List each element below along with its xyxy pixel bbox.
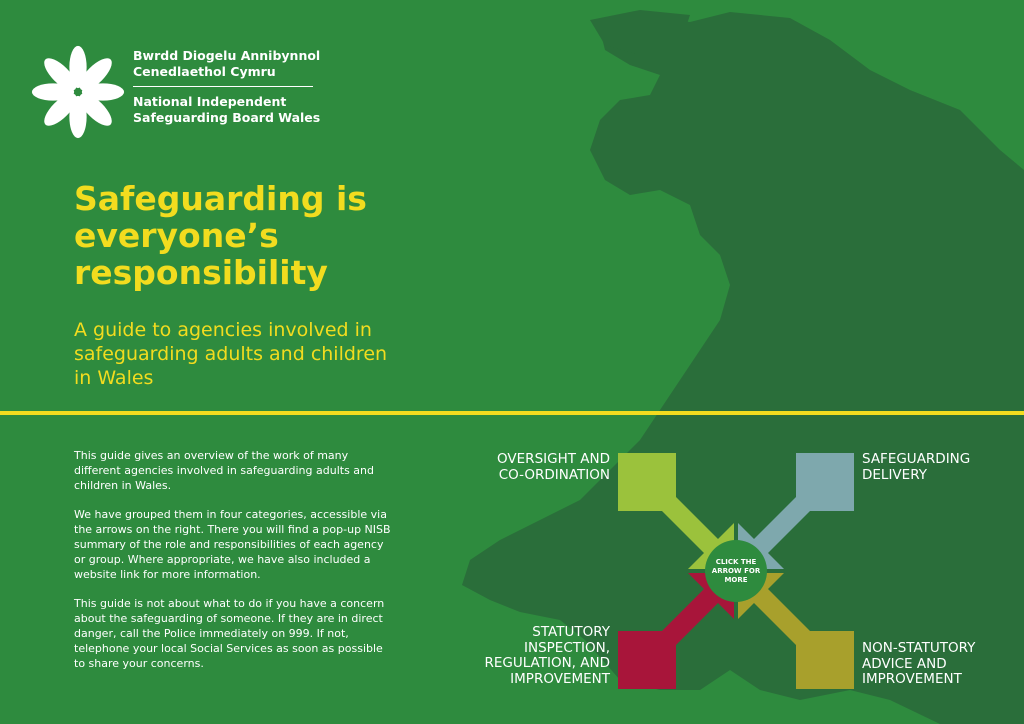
org-divider xyxy=(133,86,313,87)
title-line2: everyone’s xyxy=(74,216,279,255)
nonstatutory-line2: ADVICE AND xyxy=(862,655,947,672)
page-subtitle xyxy=(74,318,414,390)
title-line3: responsibility xyxy=(74,253,328,292)
delivery-line1: SAFEGUARDING xyxy=(862,451,971,467)
org-welsh-line2: Cenedlaethol Cymru xyxy=(133,64,276,79)
statutory-line4: IMPROVEMENT xyxy=(510,670,610,687)
center-instruction[interactable] xyxy=(706,541,766,601)
org-english-line1: National Independent xyxy=(133,94,287,109)
statutory-line2: INSPECTION, xyxy=(524,639,610,656)
category-nonstatutory-label[interactable] xyxy=(862,641,1012,688)
subtitle-line2: safeguarding adults and children xyxy=(74,343,388,365)
center-line1: CLICK THE xyxy=(715,557,757,566)
nonstatutory-line1: NON-STATUTORY xyxy=(862,640,976,656)
subtitle-line3: in Wales xyxy=(74,367,154,389)
org-welsh-line1: Bwrdd Diogelu Annibynnol xyxy=(133,48,321,63)
category-statutory-label[interactable] xyxy=(455,625,610,687)
eight-petal-flower-icon xyxy=(30,44,126,140)
organisation-name xyxy=(133,48,320,126)
intro-text xyxy=(74,448,392,685)
intro-paragraph-1: This guide gives an overview of the work of many different agencies involved in safeguarding adults and children in Wales. xyxy=(74,449,374,492)
statutory-line1: STATUTORY xyxy=(532,624,610,640)
page-title xyxy=(74,180,434,291)
oversight-line1: OVERSIGHT AND xyxy=(497,451,610,467)
intro-paragraph-2: We have grouped them in four categories, accessible via the arrows on the right. There you will find a pop-up NISB summary of the role and responsibilities of each agency or group. Where appropriate, we have also included a website link for more information. xyxy=(74,508,391,581)
subtitle-line1: A guide to agencies involved in xyxy=(74,319,372,341)
intro-paragraph-3: This guide is not about what to do if you have a concern about the safeguarding of someone. If they are in direct danger, call the Police immediately on 999. If not, telephone your local Social Services as soon as possible to share your concerns. xyxy=(74,597,385,670)
delivery-line2: DELIVERY xyxy=(862,466,927,483)
org-english-line2: Safeguarding Board Wales xyxy=(133,110,321,125)
center-line3: MORE xyxy=(724,575,748,584)
center-line2: ARROW FOR xyxy=(711,566,761,575)
category-delivery-label[interactable] xyxy=(862,452,1002,483)
statutory-line3: REGULATION, AND xyxy=(484,655,610,671)
oversight-line2: CO-ORDINATION xyxy=(498,466,610,483)
yellow-divider xyxy=(0,411,1024,415)
category-oversight-label[interactable] xyxy=(470,452,610,483)
nonstatutory-line3: IMPROVEMENT xyxy=(862,671,962,687)
title-line1: Safeguarding is xyxy=(74,179,367,218)
